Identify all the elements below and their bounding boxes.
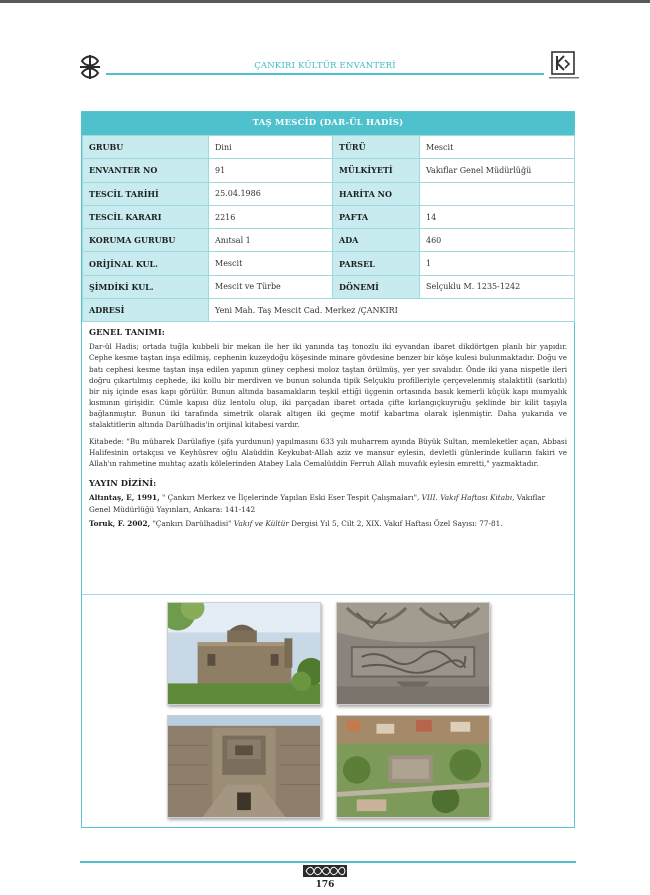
info-table: [82, 135, 575, 322]
inscription-paragraph: Kitabede: "Bu mübarek Darülafiye (şifa yurdunun) yapılmasını 633 yılı muharrem ayında Büyük Sultan, memleketler açan, Abbasi Halifesinin ortakçısı ve Keyhüsrev oğlu Alaüddin Keykubat-Allah aziz ve mansur eylesin, devletli günlerinde kulların fakiri ve Allah'ın rahmetine muhtaç azatlı kölelerinden Atabey Lala Cemalüddin Ferruh Allah muvafık eylesin emretti," yazmaktadır.: [89, 437, 567, 469]
info-value: 2216: [209, 205, 333, 228]
info-label: ADA: [333, 229, 420, 252]
reference-rest: , Vakıflar Genel Müdürlüğü Yayınları, Ankara: 141-142: [89, 493, 546, 514]
knot-ornament-icon: [78, 53, 102, 81]
info-row: [83, 252, 575, 275]
info-value: [420, 182, 575, 205]
ministry-logo-icon: [551, 51, 575, 77]
info-label: ENVANTER NO: [83, 159, 209, 182]
reference-item: [89, 492, 567, 515]
info-value: Mescit: [420, 136, 575, 159]
description-title: GENEL TANIMI:: [89, 327, 165, 338]
page-number: 176: [315, 880, 335, 890]
info-value: 14: [420, 205, 575, 228]
reference-title: VIII. Vakıf Haftası Kitabı: [421, 493, 513, 503]
reference-text: " Çankırı Merkez ve İlçelerinde Yapılan Eski Eser Tespit Çalışmaları",: [159, 493, 422, 503]
info-row: [83, 229, 575, 252]
info-row: [83, 159, 575, 182]
bibliography-title: YAYIN DİZİNİ:: [89, 478, 157, 489]
info-label: PAFTA: [333, 205, 420, 228]
info-label: ORİJİNAL KUL.: [83, 252, 209, 275]
info-label: KORUMA GURUBU: [83, 229, 209, 252]
reference-text: "Çankırı Darülhadisi": [150, 519, 234, 529]
info-row: [83, 136, 575, 159]
info-label: TESCİL TARİHİ: [83, 182, 209, 205]
info-label: HARİTA NO: [333, 182, 420, 205]
info-value: Vakıflar Genel Müdürlüğü: [420, 159, 575, 182]
info-value: 25.04.1986: [209, 182, 333, 205]
reference-rest: Dergisi Yıl 5, Cilt 2, XIX. Vakıf Haftası Özel Sayısı: 77-81.: [288, 519, 503, 529]
info-label: TÜRÜ: [333, 136, 420, 159]
info-value: Anıtsal 1: [209, 229, 333, 252]
address-value: Yeni Mah. Taş Mescit Cad. Merkez /ÇANKIRI: [209, 299, 575, 322]
info-label: TESCİL KARARI: [83, 205, 209, 228]
reference-author: Altıntaş, E, 1991,: [89, 493, 160, 503]
reference-author: Toruk, F. 2002,: [89, 519, 151, 529]
photo-divider: [82, 594, 574, 595]
logo-underline: [549, 77, 579, 80]
page: [0, 3, 650, 895]
description-paragraph: Dar-ül Hadis; ortada tuğla kubbeli bir mekan ile her iki yanında taş tonozlu iki eyvandan ibaret dikdörtgen planlı bir yapıdır. Cephe kesme taştan inşa edilmiş, cephenin kuzeydoğu köşesinde minare gövdesine benzer bir köşe kulesi bulunmaktadır. Doğu ve batı cephesi kesme taştan inşa edilen yapının güney cephesi moloz taştan örülmüş, yer yer sıvalıdır. Önde iki yana nispetle ileri doğru çıkartılmış cephede, iki kollu bir merdiven ve bunun solunda tipik Selçuklu profilleriyle çerçevelenmiş stalaktitli (sarkıtlı) bir niş içinde esas kapı görülür. Bunun altında basamakların teşkil ettiği üçgenin ortasında basık kemerli küçük kapı mumyalık kısmının girişidir. Cümle kapısı düz lentolu olup, iki parçadan ibaret ortada çifte kırlangıçkuyruğu şeklinde bir kilit taşıyla bağlanmıştır. Bunun iki tarafında simetrik olarak altıgen iki geçme motif kabartma olarak işlenmiştir. Daha yukarıda ve stalaktitlerin altında Darülhadis'in orijinal kitabesi vardır.: [89, 342, 567, 430]
info-label: PARSEL: [333, 252, 420, 275]
info-value: Dini: [209, 136, 333, 159]
footer-rule: [80, 861, 576, 863]
info-label: ŞİMDİKİ KUL.: [83, 275, 209, 298]
info-label: DÖNEMİ: [333, 275, 420, 298]
info-row: [83, 182, 575, 205]
footer-ornament-icon: [303, 865, 347, 877]
header-title: ÇANKIRI KÜLTÜR ENVANTERİ: [254, 61, 396, 71]
info-label: GRUBU: [83, 136, 209, 159]
portal-facade-photo: [167, 715, 321, 818]
info-value: 460: [420, 229, 575, 252]
info-row: [83, 205, 575, 228]
info-label: MÜLKİYETİ: [333, 159, 420, 182]
info-value: 1: [420, 252, 575, 275]
inventory-card: [81, 111, 575, 828]
reference-item: [89, 518, 567, 530]
info-value: Mescit: [209, 252, 333, 275]
stone-relief-photo: [336, 602, 490, 705]
address-row: [83, 299, 575, 322]
info-row: [83, 275, 575, 298]
address-label: ADRESİ: [83, 299, 209, 322]
reference-title: Vakıf ve Kültür: [233, 519, 289, 529]
info-value: 91: [209, 159, 333, 182]
record-title: TAŞ MESCİD (DAR-ÜL HADİS): [82, 112, 574, 135]
mosque-exterior-photo: [167, 602, 321, 705]
info-value: Mescit ve Türbe: [209, 275, 333, 298]
info-value: Selçuklu M. 1235-1242: [420, 275, 575, 298]
header-rule: [106, 73, 544, 75]
description-section: [82, 322, 574, 530]
aerial-view-photo: [336, 715, 490, 818]
